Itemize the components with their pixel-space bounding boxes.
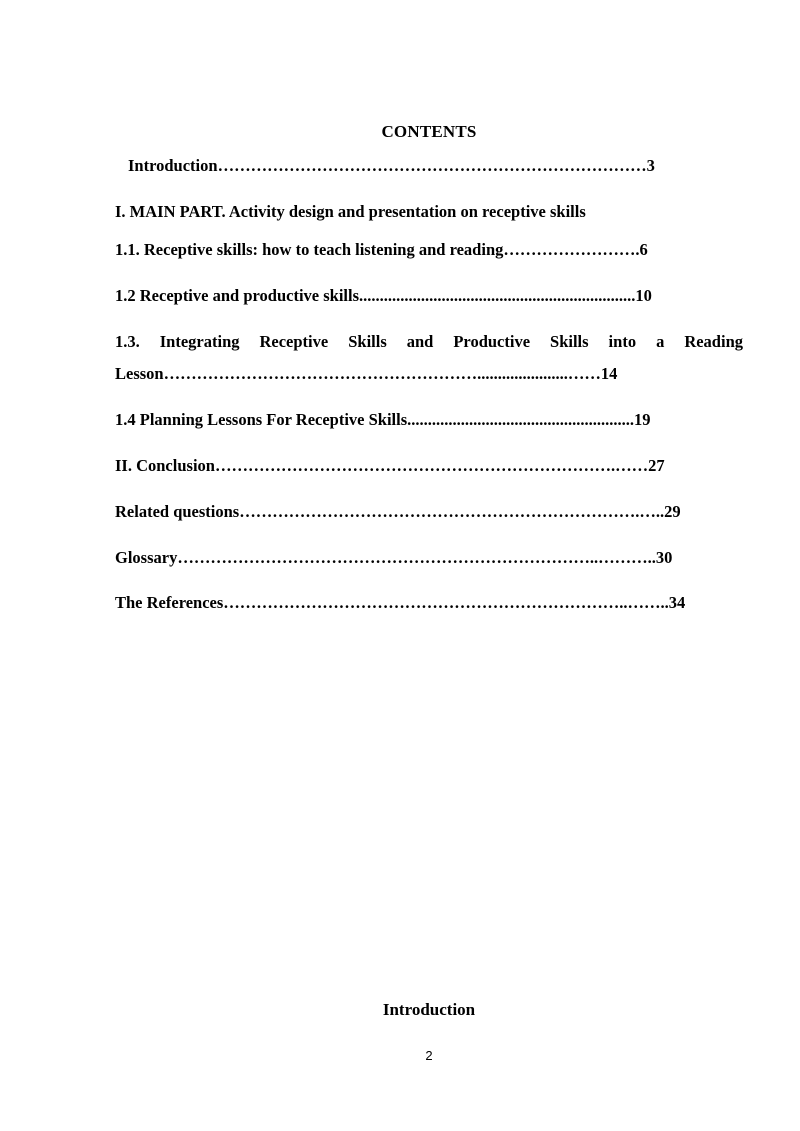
toc-leader-dots: …………………….: [503, 240, 640, 259]
toc-entry-label: 1.4 Planning Lessons For Receptive Skills: [115, 410, 408, 429]
toc-leader-dots: .......................................................: [407, 410, 635, 429]
toc-page-number: 3: [646, 156, 655, 175]
toc-page-number: 34: [668, 593, 686, 612]
toc-entry-label: Introduction: [128, 156, 218, 175]
toc-leader-dots: ……………………………………………………………….…..: [239, 502, 665, 521]
toc-page-number: 30: [655, 548, 673, 567]
introduction-heading: Introduction: [382, 1000, 476, 1019]
toc-page-number: 29: [664, 502, 681, 521]
toc-leader-dots: …………………………………………………......................……: [163, 364, 601, 383]
toc-entry-1-2[interactable]: [115, 285, 652, 307]
contents-title: CONTENTS: [381, 122, 477, 141]
toc-leader-dots: ……………………………………………………………….……: [214, 456, 649, 475]
toc-entry-1-4[interactable]: [115, 409, 651, 431]
toc-leader-dots: ………………………………………………………………..……..: [223, 593, 669, 612]
toc-entry-1-3[interactable]: [115, 363, 617, 385]
toc-page-number: 19: [634, 410, 651, 429]
toc-entry-1-3-line1[interactable]: 1.3. Integrating Receptive Skills and Productive Skills into a Reading: [115, 332, 743, 351]
toc-entry-1-1[interactable]: [115, 239, 648, 261]
toc-page-number: 14: [600, 364, 618, 383]
toc-page-number: 6: [639, 240, 648, 259]
toc-entry-label: I. MAIN PART. Activity design and presentation on receptive skills: [115, 202, 586, 221]
toc-entry-label: Related questions: [115, 502, 240, 521]
toc-leader-dots: ...................................................................: [359, 286, 636, 305]
page-number: 2: [425, 1048, 433, 1063]
toc-page-number: 27: [648, 456, 665, 475]
toc-leader-dots: …………………………………………………………………..………..: [177, 548, 656, 567]
toc-entry-glossary[interactable]: [115, 547, 672, 569]
toc-entry-label: 1.2 Receptive and productive skills: [115, 286, 359, 305]
toc-entry-label: II. Conclusion: [115, 456, 215, 475]
toc-entry-introduction[interactable]: [128, 155, 655, 177]
toc-page-number: 10: [635, 286, 652, 305]
toc-entry-label: 1.1. Receptive skills: how to teach listening and reading: [115, 240, 504, 259]
toc-entry-main-part[interactable]: [115, 201, 586, 223]
toc-leader-dots: ……………………………………………………………………: [217, 156, 647, 175]
toc-entry-label: Lesson: [115, 364, 164, 383]
toc-entry-conclusion[interactable]: [115, 455, 665, 477]
toc-entry-label: Glossary: [115, 548, 178, 567]
toc-entry-label: The References: [115, 593, 224, 612]
toc-entry-references[interactable]: [115, 592, 685, 614]
toc-entry-related-questions[interactable]: [115, 501, 681, 523]
